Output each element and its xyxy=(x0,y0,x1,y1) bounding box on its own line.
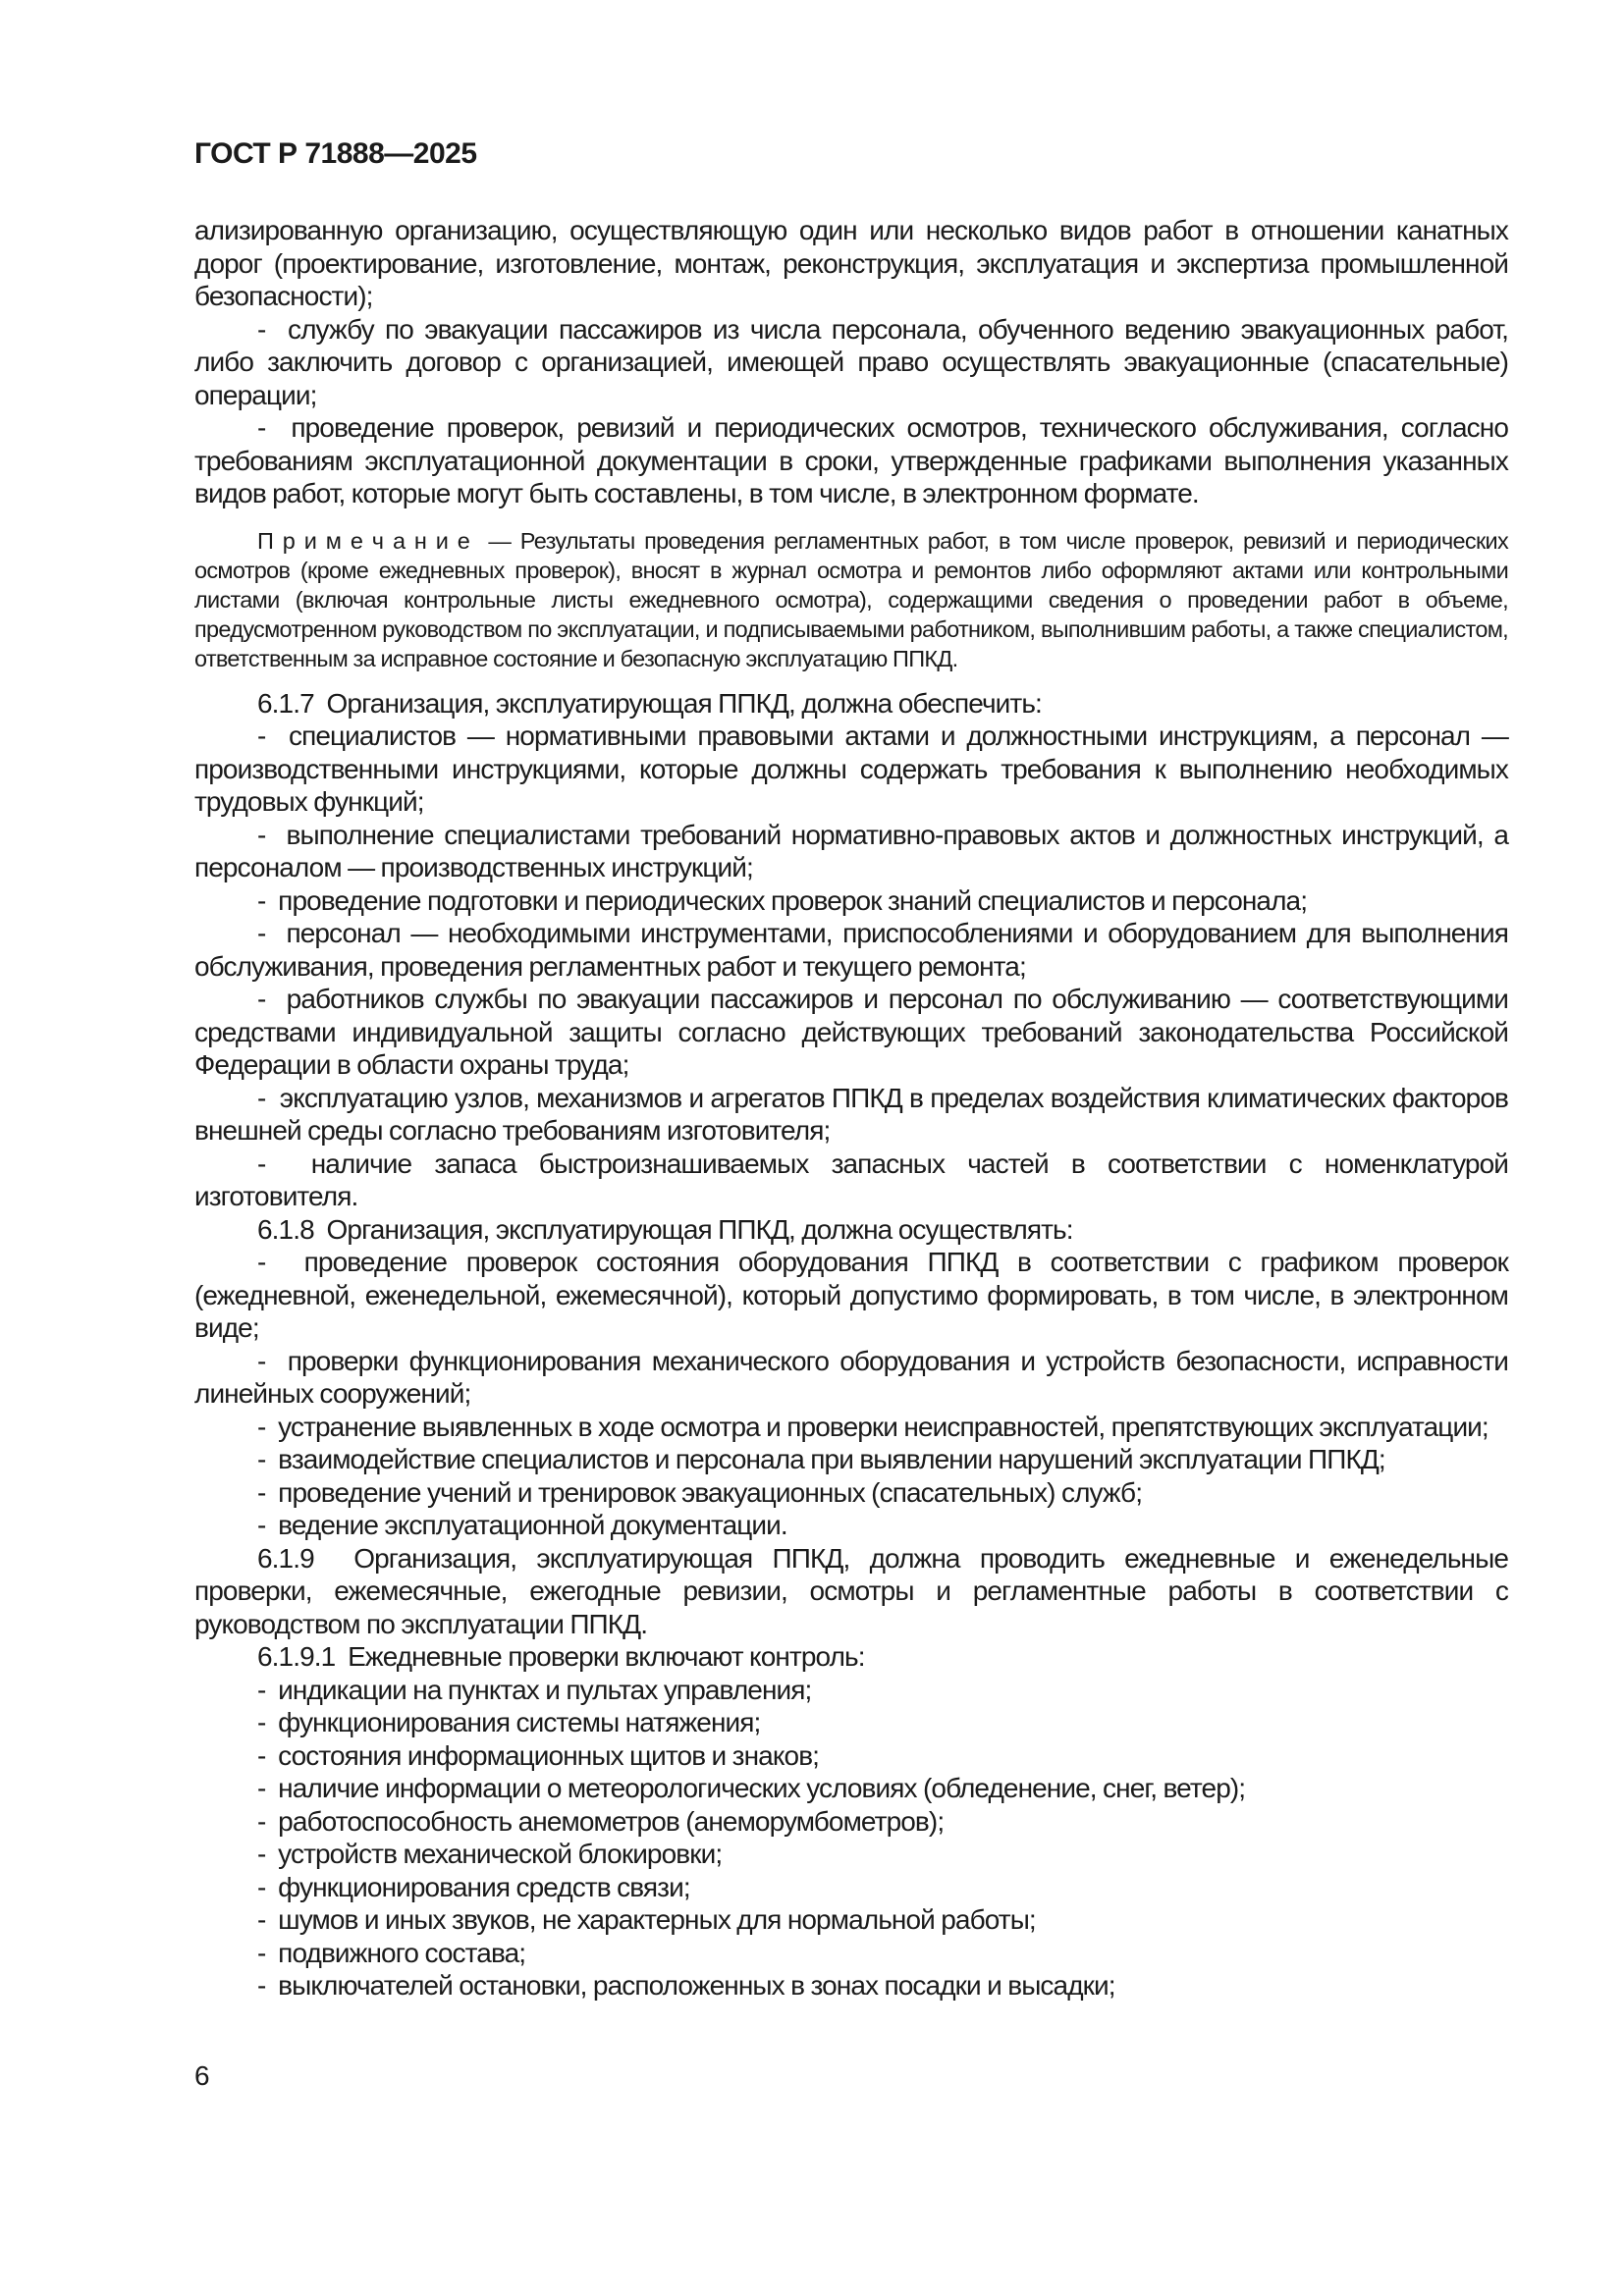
list-item-climatic: - эксплуатацию узлов, механизмов и агрегатов ППКД в пределах воздействия климатических факторов внешней среды согласно требованиям изготовителя; xyxy=(194,1082,1508,1146)
list-item-training: - проведение подготовки и периодических проверок знаний специалистов и персонала; xyxy=(257,884,1308,916)
clause-6-1-8: 6.1.8 Организация, эксплуатирующая ППКД, должна осуществлять: xyxy=(257,1213,1073,1245)
list-item-anemometers: - работоспособность анемометров (анеморумбометров); xyxy=(257,1805,945,1837)
clause-6-1-7: 6.1.7 Организация, эксплуатирующая ППКД, должна обеспечить: xyxy=(257,687,1042,719)
list-item-noises: - шумов и иных звуков, не характерных для нормальной работы; xyxy=(257,1904,1036,1935)
list-item-mechanical-interlock: - устройств механической блокировки; xyxy=(257,1839,723,1869)
list-item-info-boards: - состояния информационных щитов и знаков; xyxy=(257,1739,820,1771)
list-item-rolling-stock: - подвижного состава; xyxy=(257,1937,526,1968)
note-paragraph: П р и м е ч а н и е — Результаты проведения регламентных работ, в том числе проверок, ревизий и периодических осмотров (кроме ежедневных проверок), вносят в журнал осмотра и ремонтов либо оформляют актами или контрольными листами (включая контрольные листы ежедневного осмотра), содержащими сведения о проведении работ в объеме, предусмотренном руководством по эксплуатации, и подписываемыми работником, выполнившим работы, а также специалистом, ответственным за исправное состояние и безопасную эксплуатацию ППКД. xyxy=(194,527,1508,671)
list-item-tension-system: - функционирования системы натяжения; xyxy=(257,1707,761,1737)
list-item-personnel-tools: - персонал — необходимыми инструментами, приспособлениями и оборудованием для выполнения обслуживания, проведения регламентных работ и текущего ремонта; xyxy=(194,918,1508,982)
document-code-header: ГОСТ Р 71888—2025 xyxy=(194,137,477,170)
list-item-documentation: - ведение эксплуатационной документации. xyxy=(257,1510,787,1540)
list-item-fault-elimination: - устранение выявленных в ходе осмотра и проверки неисправностей, препятствующих эксплуатации; xyxy=(257,1411,1489,1442)
list-item-inspections: - проведение проверок, ревизий и периодических осмотров, технического обслуживания, согласно требованиям эксплуатационной документации в сроки, утвержденные графиками выполнения указанных видов работ, которые могут быть составлены, в том числе, в электронном формате. xyxy=(194,412,1508,508)
list-item-interaction: - взаимодействие специалистов и персонала при выявлении нарушений эксплуатации ППКД; xyxy=(257,1444,1385,1474)
list-item-equipment-checks: - проведение проверок состояния оборудования ППКД в соответствии с графиком проверок (ежедневной, еженедельной, ежемесячной), который допустимо формировать, в том числе, в электронном виде; xyxy=(194,1247,1508,1343)
clause-6-1-9-1: 6.1.9.1 Ежедневные проверки включают контроль: xyxy=(257,1641,865,1672)
list-item-compliance: - выполнение специалистами требований нормативно-правовых актов и должностных инструкций, а персоналом — производственных инструкций; xyxy=(194,819,1508,882)
list-item-indication: - индикации на пунктах и пультах управления; xyxy=(257,1674,812,1705)
list-item-ppe: - работников службы по эвакуации пассажиров и персонал по обслуживанию — соответствующими средствами индивидуальной защиты согласно действующих требований законодательства Российской Федерации в области охраны труда; xyxy=(194,984,1508,1080)
list-item-mechanical-checks: - проверки функционирования механического оборудования и устройств безопасности, исправности линейных сооружений; xyxy=(194,1345,1508,1409)
list-item-specialists: - специалистов — нормативными правовыми актами и должностными инструкциям, а персонал — производственными инструкциями, которые должны содержать требования к выполнению необходимых трудовых функций; xyxy=(194,721,1508,817)
list-item-spare-parts: - наличие запаса быстроизнашиваемых запасных частей в соответствии с номенклатурой изготовителя. xyxy=(194,1148,1508,1211)
list-item-stop-switches: - выключателей остановки, расположенных в зонах посадки и высадки; xyxy=(257,1970,1115,2001)
list-item-evacuation-service: - службу по эвакуации пассажиров из числа персонала, обученного ведению эвакуационных работ, либо заключить договор с организацией, имеющей право осуществлять эвакуационные (спасательные) операции; xyxy=(194,313,1508,410)
list-item-communication: - функционирования средств связи; xyxy=(257,1871,690,1902)
list-item-weather-info: - наличие информации о метеорологических условиях (обледенение, снег, ветер); xyxy=(257,1773,1246,1803)
document-body xyxy=(194,214,1508,2002)
document-content xyxy=(194,137,1508,2002)
page-number: 6 xyxy=(194,2060,210,2091)
clause-6-1-9: 6.1.9 Организация, эксплуатирующая ППКД, должна проводить ежедневные и еженедельные проверки, ежемесячные, ежегодные ревизии, осмотры и регламентные работы в соответствии с руководством по эксплуатации ППКД. xyxy=(194,1542,1508,1639)
list-item-drills: - проведение учений и тренировок эвакуационных (спасательных) служб; xyxy=(257,1476,1143,1508)
continuation-paragraph: ализированную организацию, осуществляющую один или несколько видов работ в отношении канатных дорог (проектирование, изготовление, монтаж, реконструкция, эксплуатация и экспертиза промышленной безопасности); xyxy=(194,215,1508,311)
